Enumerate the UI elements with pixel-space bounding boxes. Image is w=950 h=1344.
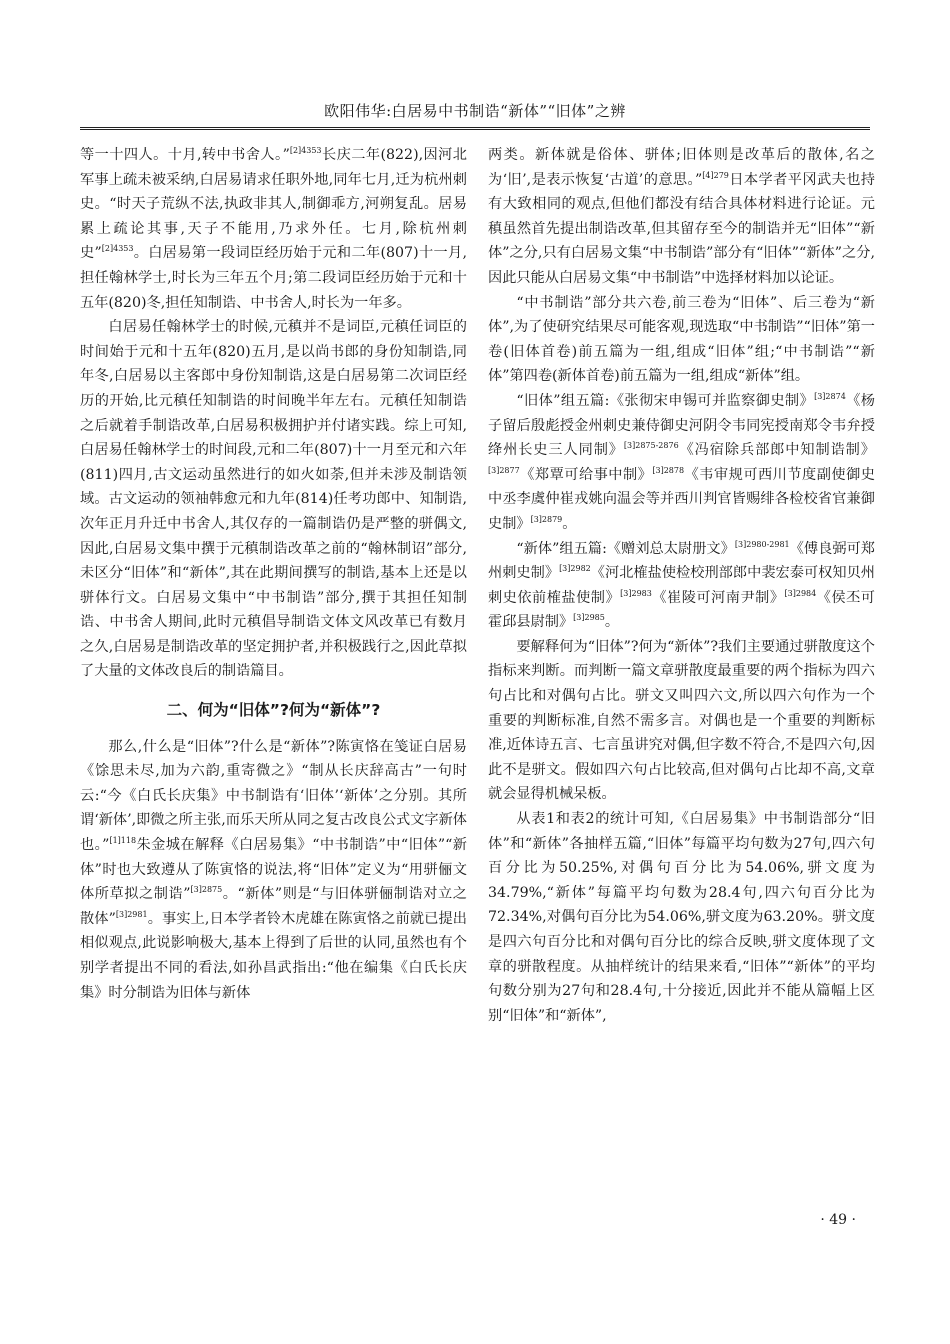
citation-ref: [3]2984 [784, 588, 817, 598]
text-run: 长庆二年(822),因河北军事上疏未被采纳,白居易请求任职外地,同年七月,迁为杭州刺史。“时天子荒纵不法,执政非其人,制御乖方,河朔复乱。居易累上疏论其事,天子不能用,乃求外任。七月,除杭州刺史” [80, 147, 467, 262]
text-run: 那么,什么是“旧体”?什么是“新体”?陈寅恪在笺证白居易《馀思未尽,加为六韵,重寄微之》“制从长庆辞高古”一句时云:“今《白氏长庆集》中书制诰有‘旧体’‘新体’之分别。其所谓‘新体’,即微之所主张,而乐天所从同之复古改良公式文字新体也。” [80, 738, 467, 854]
text-run: 。 [604, 614, 620, 631]
citation-ref: [3]2985 [573, 613, 605, 623]
left-column [80, 143, 467, 1005]
text-run: 。事实上,日本学者铃木虎雄在陈寅恪之前就已提出相似观点,此说影响极大,基本上得到了后世的认同,虽然也有个别学者提出不同的看法,如孙昌武指出:“他在编集《白氏长庆集》时分制诰为旧体与新体 [80, 910, 467, 1001]
text-run: 《冯宿除兵部郎中知制诰制》 [678, 442, 875, 459]
text-run: 《傅良弼可郑州刺史制》 [488, 540, 875, 582]
text-run: 《侯丕可霍邱县尉制》 [488, 589, 875, 631]
text-run: 《郑覃可给事中制》 [519, 466, 653, 483]
paragraph [488, 143, 875, 291]
paragraph [80, 315, 467, 684]
citation-ref: [3]2983 [620, 588, 652, 598]
text-run: 要解释何为“旧体”?何为“新体”?我们主要通过骈散度这个指标来判断。而判断一篇文章骈散度最重要的两个指标为四六句占比和对偶句占比。骈文又叫四六文,所以四六句作为一个重要的判断标准,自然不需多言。对偶也是一个重要的判断标准,近体诗五言、七言虽讲究对偶,但字数不符合,不是四六句,因此不是骈文。假如四六句占比较高,但对偶句占比却不高,文章就会显得机械呆板。 [488, 638, 875, 803]
text-run: 《崔陵可河南尹制》 [651, 589, 785, 606]
text-run: 《杨子留后殷彪授金州刺史兼侍御史河阴令韦同宪授南郑令韦弁授绛州长史三人同制》 [488, 392, 875, 459]
paragraph [488, 807, 875, 1028]
citation-ref: [3]2875 [190, 885, 223, 895]
citation-ref: [3]2877 [488, 465, 520, 475]
paragraph [488, 291, 875, 389]
text-run: “新体”组五篇:《赠刘总太尉册文》 [516, 540, 735, 557]
citation-ref: [4]279 [702, 170, 729, 180]
text-run: “中书制诰”部分共六卷,前三卷为“旧体”、后三卷为“新体”,为了使研究结果尽可能客观,现选取“中书制诰”“旧体”第一卷(旧体首卷)前五篇为一组,组成“旧体”组;“中书制诰”“新体”第四卷(新体首卷)前五篇为一组,组成“新体”组。 [488, 294, 875, 385]
text-run: 。 [562, 515, 577, 532]
paragraph [80, 143, 467, 315]
text-run: 两类。新体就是俗体、骈体;旧体则是改革后的散体,名之为‘旧’,是表示恢复‘古道’的意思。” [488, 147, 875, 188]
text-run: 朱金城在解释《白居易集》“中书制诰”中“旧体”“新体”时也大致遵从了陈寅恪的说法,将“旧体”定义为“用骈俪文体所草拟之制诰” [80, 837, 467, 903]
text-run: 日本学者平冈武夫也持有大致相同的观点,但他们都没有结合具体材料进行论证。元稹虽然首先提出制诰改革,但其留存至今的制诰并无“旧体”“新体”之分,只有白居易文集“中书制诰”部分有“旧体”“新体”之分,因此只能从白居易文集“中书制诰”中选择材料加以论证。 [488, 171, 875, 286]
paragraph [488, 389, 875, 537]
section-title: 二、何为“旧体”?何为“新体”? [166, 701, 381, 720]
text-run: 。“新体”则是“与旧体骈俪制诰对立之散体” [80, 886, 467, 927]
text-run: “旧体”组五篇:《张彻宋申锡可并监察御史制》 [516, 392, 815, 409]
citation-ref: [3]2982 [559, 564, 591, 574]
header-rule [80, 127, 870, 130]
citation-ref: [3]2875-2876 [623, 441, 679, 451]
citation-ref: [2]4353 [101, 244, 134, 254]
citation-ref: [3]2878 [652, 465, 685, 475]
text-run: 《河北榷盐使检校刑部郎中裴宏泰可权知贝州刺史依前榷盐使制》 [488, 565, 875, 606]
page-number: · 49 · [820, 1212, 856, 1228]
paragraph [488, 537, 875, 635]
paragraph [488, 635, 875, 807]
paragraph [80, 735, 467, 1006]
citation-ref: [3]2981 [115, 909, 148, 919]
text-run: 等一十四人。十月,转中书舍人。” [80, 147, 290, 163]
citation-ref: [3]2879 [530, 514, 563, 524]
text-run: 白居易任翰林学士的时候,元稹并不是词臣,元稹任词臣的时间始于元和十五年(820)五月,是以尚书郎的身份知制诰,同年冬,白居易以主客郎中身份知制诰,这是白居易第二次词臣经历的开始,比元稹任知制诰的时间晚半年左右。元稹任知制诰之后就着手制诰改革,白居易积极拥护并付诸实践。综上可知,白居易任翰林学士的时间段,元和二年(807)十一月至元和六年(811)四月,古文运动虽然进行的如火如荼,但并未涉及制诰领域。古文运动的领袖韩愈元和九年(814)任考功郎中、知制诰,次年正月升迁中书舍人,其仅存的一篇制诰仍是严整的骈偶文,因此,白居易文集中撰于元稹制诰改革之前的“翰林制诏”部分,未区分“旧体”和“新体”,其在此期间撰写的制诰,基本上还是以骈体行文。白居易文集中“中书制诰”部分,撰于其担任知制诰、中书舍人期间,此时元稹倡导制诰文体文风改革已有数月之久,白居易是制诰改革的坚定拥护者,并积极践行之,因此草拟了大量的文体改良后的制诰篇目。 [80, 319, 467, 680]
running-title: 欧阳伟华:白居易中书制诰“新体”“旧体”之辨 [324, 102, 626, 120]
right-column [488, 143, 875, 1028]
citation-ref: [3]2980-2981 [734, 539, 790, 549]
citation-ref: [3]2874 [814, 391, 846, 401]
citation-ref: [1]118 [109, 836, 137, 846]
citation-ref: [2]4353 [289, 146, 322, 155]
text-run: 。白居易第一段词臣经历始于元和二年(807)十一月,担任翰林学士,时长为三年五个月;第二段词臣经历始于元和十五年(820)冬,担任知制诰、中书舍人,时长为一年多。 [80, 245, 467, 311]
text-run: 从表1和表2的统计可知,《白居易集》中书制诰部分“旧体”和“新体”各抽样五篇,“旧体”每篇平均句数为27句,四六句百分比为50.25%,对偶句百分比为54.06%,骈文度为34.79%,“新体”每篇平均句数为28.4句,四六句百分比为72.34%,对偶句百分比为54.06%,骈文度为63.20%。骈文度是四六句百分比和对偶句百分比的综合反映,骈文度体现了文章的骈散程度。从抽样统计的结果来看,“旧体”“新体”的平均句数分别为27句和28.4句,十分接近,因此并不能从篇幅上区别“旧体”和“新体”, [488, 811, 875, 1024]
text-run: 《韦审规可西川节度副使御史中丞李虞仲崔戎姚向温会等并西川判官皆赐绯各检校省官兼御史制》 [488, 466, 875, 532]
